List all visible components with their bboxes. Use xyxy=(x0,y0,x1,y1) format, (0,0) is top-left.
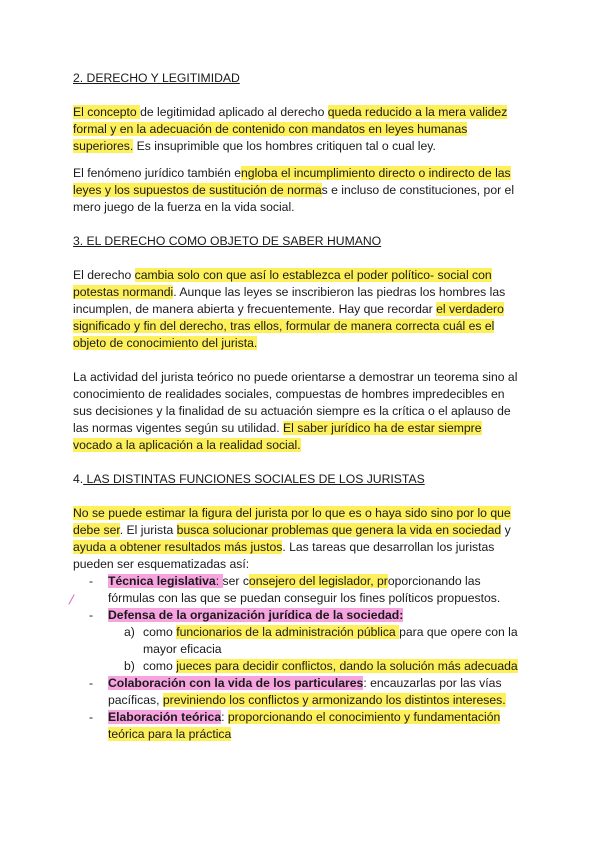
text-run: oporcionando las fórmulas con las que se puedan conseguir los fines políticos propuestos. xyxy=(108,574,501,605)
highlighted-text: Elaboración teórica xyxy=(108,710,222,724)
sub-list-text xyxy=(143,624,523,658)
highlighted-text: No se puede estimar la figura del jurista por lo que es o haya sido sino por lo que debe ser xyxy=(73,506,511,537)
highlighted-text: Técnica legislativa xyxy=(108,574,216,588)
highlighted-text: El saber jurídico ha de estar siempre vocado a la aplicación a la realidad social. xyxy=(73,421,482,452)
highlighted-text: queda reducido a la mera validez formal y en la adecuación de contenido con mandatos en leyes humanas superiores. xyxy=(73,105,508,153)
dash-bullet: - xyxy=(89,710,94,724)
highlighted-text: el verdadero significado y fin del derecho, tras ellos, formular de manera correcta cuál es el objeto de conocimiento del jurista. xyxy=(73,302,504,350)
sub-list-marker: a) xyxy=(124,625,135,639)
highlighted-text: Colaboración con la vida de los particulares xyxy=(108,676,364,690)
pen-mark xyxy=(66,592,80,606)
juristas-task-list xyxy=(73,573,523,743)
text-run: como xyxy=(143,659,177,673)
highlighted-text: : xyxy=(215,574,223,588)
highlighted-text: cambia solo con que así lo establezca el poder político- social con potestas normandi xyxy=(73,268,492,299)
highlighted-text: jueces para decidir conflictos, dando la solución más adecuada xyxy=(176,659,518,673)
text-run: El derecho xyxy=(73,268,135,282)
sub-list-item xyxy=(108,658,523,675)
task-item-text xyxy=(108,607,523,624)
text-run: ser c xyxy=(222,574,249,588)
document-body xyxy=(73,70,523,743)
text-run: . El jurista xyxy=(119,523,177,537)
highlighted-text: El concepto xyxy=(73,105,141,119)
highlighted-text: ngloba el incumplimiento directo o indirecto de las leyes y los supuestos de sustitución de norma xyxy=(73,166,511,197)
section-3-paragraph-1 xyxy=(73,267,523,352)
text-run: La actividad del jurista teórico no puede orientarse a demostrar un teorema sino al conocimiento de realidades sociales, compuestas de hombres impredecibles en sus decisiones y la finalidad de su actuación siempre es la crítica o el aplauso de las normas vigentes según su utilidad. xyxy=(73,370,518,435)
text-run: s e incluso de constituciones, por el mero juego de la fuerza en la vida social. xyxy=(73,183,515,214)
dash-bullet: - xyxy=(89,676,94,690)
task-item xyxy=(73,607,523,675)
sub-list-marker: b) xyxy=(124,659,135,673)
dash-bullet: - xyxy=(89,608,94,622)
text-run: Es insuprimible que los hombres critiquen tal o cual ley. xyxy=(133,139,436,153)
section-4-paragraph-1 xyxy=(73,505,523,573)
sub-list-item xyxy=(108,624,523,658)
text-run: : xyxy=(221,710,228,724)
task-item xyxy=(73,573,523,607)
text-run: de legitimidad aplicado al derecho xyxy=(140,105,328,119)
section-4-heading xyxy=(73,471,523,488)
task-item-text xyxy=(108,675,523,709)
sub-list-text xyxy=(143,658,523,675)
text-run: para que opere con la mayor eficacia xyxy=(143,625,518,656)
sub-list xyxy=(108,624,523,675)
highlighted-text: busca solucionar problemas que genera la vida en sociedad xyxy=(176,523,502,537)
section-4-title: LAS DISTINTAS FUNCIONES SOCIALES DE LOS JURISTAS xyxy=(83,472,425,486)
highlighted-text: funcionarios de la administración pública xyxy=(176,625,400,639)
highlighted-text: previniendo los conflictos y armonizando los distintos intereses. xyxy=(162,693,506,707)
text-run: y xyxy=(501,523,511,537)
task-item-text xyxy=(108,573,523,607)
highlighted-text: ayuda a obtener resultados más justos xyxy=(73,540,283,554)
section-3-paragraph-2 xyxy=(73,369,523,454)
section-2-heading: 2. DERECHO Y LEGITIMIDAD xyxy=(73,71,240,85)
highlighted-text: proporcionando el conocimiento y fundamentación teórica para la práctica xyxy=(108,710,501,741)
task-item-text xyxy=(108,709,523,743)
section-4-number: 4. xyxy=(73,472,84,486)
text-run: . Aunque las leyes se inscribieron las piedras los hombres las incumplen, de manera abierta y frecuentemente. Hay que recordar xyxy=(73,285,506,316)
text-run: . Las tareas que desarrollan los juristas pueden ser esquematizadas así: xyxy=(73,540,495,571)
text-run: El fenómeno jurídico también e xyxy=(73,166,242,180)
highlighted-text: Defensa de la organización jurídica de la sociedad: xyxy=(108,608,404,622)
text-run: : encauzarlas por las vías pacíficas, xyxy=(108,676,502,707)
section-2-paragraph-1 xyxy=(73,104,523,155)
task-item xyxy=(73,675,523,709)
task-item xyxy=(73,709,523,743)
dash-bullet: - xyxy=(89,574,94,588)
section-3-heading: 3. EL DERECHO COMO OBJETO DE SABER HUMANO xyxy=(73,234,382,248)
highlighted-text: onsejero del legislador, pr xyxy=(248,574,388,588)
text-run: como xyxy=(143,625,177,639)
section-2-paragraph-2 xyxy=(73,165,523,216)
